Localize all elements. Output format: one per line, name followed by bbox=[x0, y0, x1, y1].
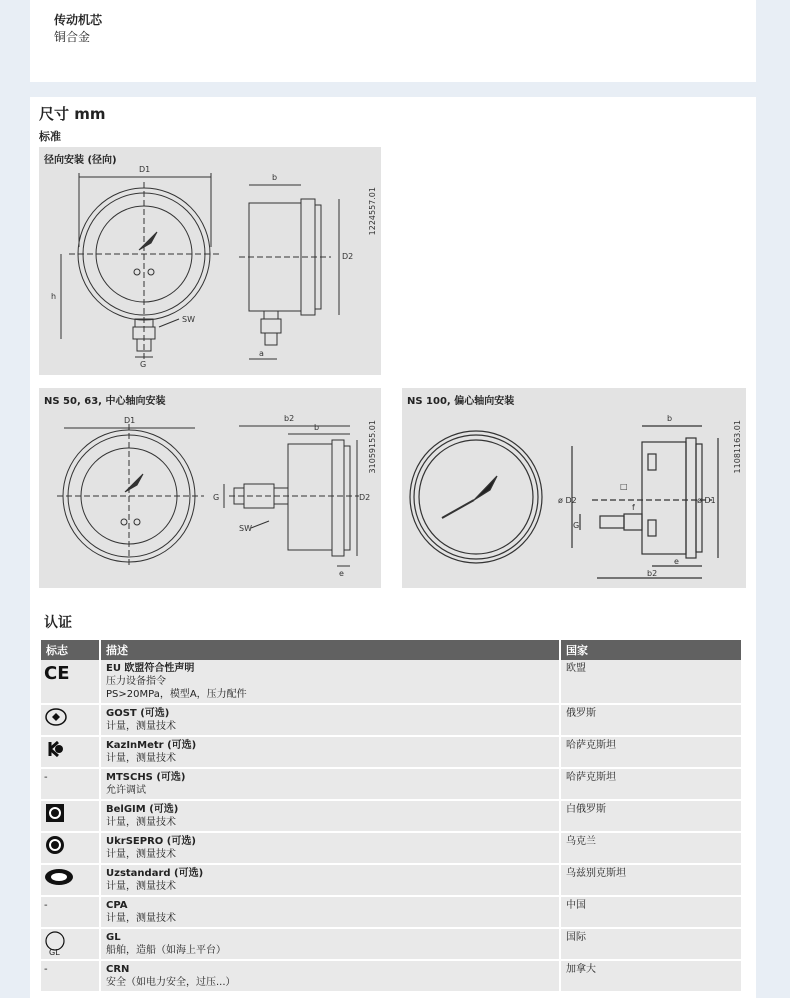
svg-text:G: G bbox=[573, 521, 580, 530]
certification-title: 认证 bbox=[44, 615, 72, 631]
certificate-name: Uzstandard (可选) bbox=[106, 868, 204, 879]
description-cell bbox=[100, 896, 560, 928]
certificate-name: GOST (可选) bbox=[106, 708, 170, 719]
certificate-detail: 计量，测量技术 bbox=[106, 721, 176, 732]
svg-text:D1: D1 bbox=[124, 416, 136, 425]
svg-text:a: a bbox=[259, 349, 264, 358]
dimensions-title: 尺寸 mm bbox=[39, 105, 106, 123]
svg-text:G: G bbox=[140, 360, 147, 369]
table-row bbox=[41, 832, 742, 864]
svg-text:b2: b2 bbox=[647, 569, 658, 578]
drawing-center-back-code: 31059155.01 bbox=[368, 420, 377, 474]
certificate-detail: 计量，测量技术 bbox=[106, 753, 176, 764]
svg-text:ø D2: ø D2 bbox=[558, 496, 577, 505]
certificate-detail: PS>20MPa，模型A，压力配件 bbox=[106, 689, 247, 700]
table-row bbox=[41, 704, 742, 736]
certificate-name: CRN bbox=[106, 964, 130, 975]
certificate-name: GL bbox=[106, 932, 121, 943]
drawing-eccentric-back bbox=[402, 388, 746, 588]
description-cell bbox=[100, 660, 560, 704]
svg-text:h: h bbox=[51, 292, 57, 301]
certificate-detail: 计量，测量技术 bbox=[106, 881, 176, 892]
description-cell bbox=[100, 928, 560, 960]
description-cell bbox=[100, 960, 560, 992]
header-country: 国家 bbox=[560, 640, 742, 660]
svg-text:e: e bbox=[674, 557, 679, 566]
no-mark-dash: - bbox=[44, 772, 48, 783]
svg-text:ø D1: ø D1 bbox=[697, 496, 716, 505]
gost-icon bbox=[44, 719, 68, 730]
table-row bbox=[41, 864, 742, 896]
certificate-name: CPA bbox=[106, 900, 128, 911]
certificate-name: MTSCHS (可选) bbox=[106, 772, 186, 783]
dimensions-subtitle: 标准 bbox=[39, 130, 61, 143]
country-cell: 加拿大 bbox=[560, 960, 742, 992]
country-cell: 乌克兰 bbox=[560, 832, 742, 864]
svg-text:b2: b2 bbox=[284, 414, 295, 423]
certificate-detail: 船舶，造船（如海上平台） bbox=[106, 945, 226, 956]
eccentric-back-gauge-drawing bbox=[402, 388, 746, 588]
country-cell: 白俄罗斯 bbox=[560, 800, 742, 832]
description-cell bbox=[100, 768, 560, 800]
drawing-radial bbox=[39, 147, 381, 375]
gl-icon-label: GL bbox=[49, 948, 60, 957]
svg-text:SW: SW bbox=[182, 315, 195, 324]
svg-text:b: b bbox=[314, 423, 320, 432]
center-back-gauge-drawing bbox=[39, 388, 381, 588]
mark-cell bbox=[41, 832, 100, 864]
country-cell: 俄罗斯 bbox=[560, 704, 742, 736]
svg-text:b: b bbox=[272, 173, 278, 182]
mark-cell bbox=[41, 736, 100, 768]
svg-text:G: G bbox=[213, 493, 220, 502]
mark-cell bbox=[41, 704, 100, 736]
certificate-detail: 计量，测量技术 bbox=[106, 913, 176, 924]
drawing-eccentric-back-title: NS 100, 偏心轴向安装 bbox=[407, 396, 515, 407]
svg-text:CE: CE bbox=[44, 663, 70, 682]
drawing-center-back-title: NS 50, 63, 中心轴向安装 bbox=[44, 396, 166, 407]
drawing-eccentric-back-code: 11081163.01 bbox=[733, 420, 742, 474]
svg-text:SW: SW bbox=[239, 524, 252, 533]
certificate-detail: 计量，测量技术 bbox=[106, 817, 176, 828]
header-description: 描述 bbox=[100, 640, 560, 660]
certificate-name: UkrSEPRO (可选) bbox=[106, 836, 196, 847]
radial-gauge-drawing bbox=[39, 147, 381, 375]
uzstandard-icon bbox=[44, 879, 74, 890]
header-mark: 标志 bbox=[41, 640, 100, 660]
table-row bbox=[41, 736, 742, 768]
country-cell: 国际 bbox=[560, 928, 742, 960]
description-cell bbox=[100, 864, 560, 896]
certificate-detail: 安全（如电力安全，过压...） bbox=[106, 977, 236, 988]
movement-card bbox=[30, 0, 756, 82]
kazinmetr-icon bbox=[44, 751, 68, 762]
svg-text:□: □ bbox=[620, 482, 628, 491]
certificate-name: EU 欧盟符合性声明 bbox=[106, 663, 195, 674]
drawing-center-back bbox=[39, 388, 381, 588]
country-cell: 哈萨克斯坦 bbox=[560, 768, 742, 800]
svg-text:D1: D1 bbox=[139, 165, 151, 174]
movement-heading: 传动机芯 bbox=[54, 13, 103, 27]
no-mark-dash: - bbox=[44, 900, 48, 911]
movement-material: 铜合金 bbox=[54, 30, 91, 44]
certificate-name: BelGIM (可选) bbox=[106, 804, 179, 815]
dimensions-card bbox=[30, 97, 756, 998]
mark-cell bbox=[41, 660, 100, 704]
table-row bbox=[41, 896, 742, 928]
description-cell bbox=[100, 832, 560, 864]
mark-cell bbox=[41, 800, 100, 832]
certificate-detail: 允许调试 bbox=[106, 785, 146, 796]
svg-text:D2: D2 bbox=[342, 252, 354, 261]
mark-cell bbox=[41, 928, 100, 960]
description-cell bbox=[100, 704, 560, 736]
table-row bbox=[41, 928, 742, 960]
ukrsepro-icon bbox=[44, 847, 68, 858]
svg-text:D2: D2 bbox=[359, 493, 371, 502]
mark-cell bbox=[41, 896, 100, 928]
description-cell bbox=[100, 736, 560, 768]
description-cell bbox=[100, 800, 560, 832]
svg-text:b: b bbox=[667, 414, 673, 423]
ce-mark-icon bbox=[44, 663, 74, 685]
table-row bbox=[41, 960, 742, 992]
gl-icon bbox=[44, 943, 68, 957]
svg-text:f: f bbox=[632, 503, 635, 512]
certificate-detail: 压力设备指令 bbox=[106, 676, 166, 687]
certificate-detail: 计量，测量技术 bbox=[106, 849, 176, 860]
drawing-radial-code: 1224557.01 bbox=[368, 187, 377, 236]
country-cell: 中国 bbox=[560, 896, 742, 928]
country-cell: 乌兹别克斯坦 bbox=[560, 864, 742, 896]
drawing-radial-title: 径向安装 (径向) bbox=[44, 155, 117, 166]
table-row bbox=[41, 768, 742, 800]
certificate-name: KazInMetr (可选) bbox=[106, 740, 197, 751]
country-cell: 哈萨克斯坦 bbox=[560, 736, 742, 768]
table-row bbox=[41, 660, 742, 704]
mark-cell bbox=[41, 768, 100, 800]
belgim-icon bbox=[44, 815, 68, 826]
country-cell: 欧盟 bbox=[560, 660, 742, 704]
svg-text:e: e bbox=[339, 569, 344, 578]
no-mark-dash: - bbox=[44, 964, 48, 975]
certification-table bbox=[41, 640, 743, 993]
mark-cell bbox=[41, 864, 100, 896]
table-row bbox=[41, 800, 742, 832]
mark-cell bbox=[41, 960, 100, 992]
